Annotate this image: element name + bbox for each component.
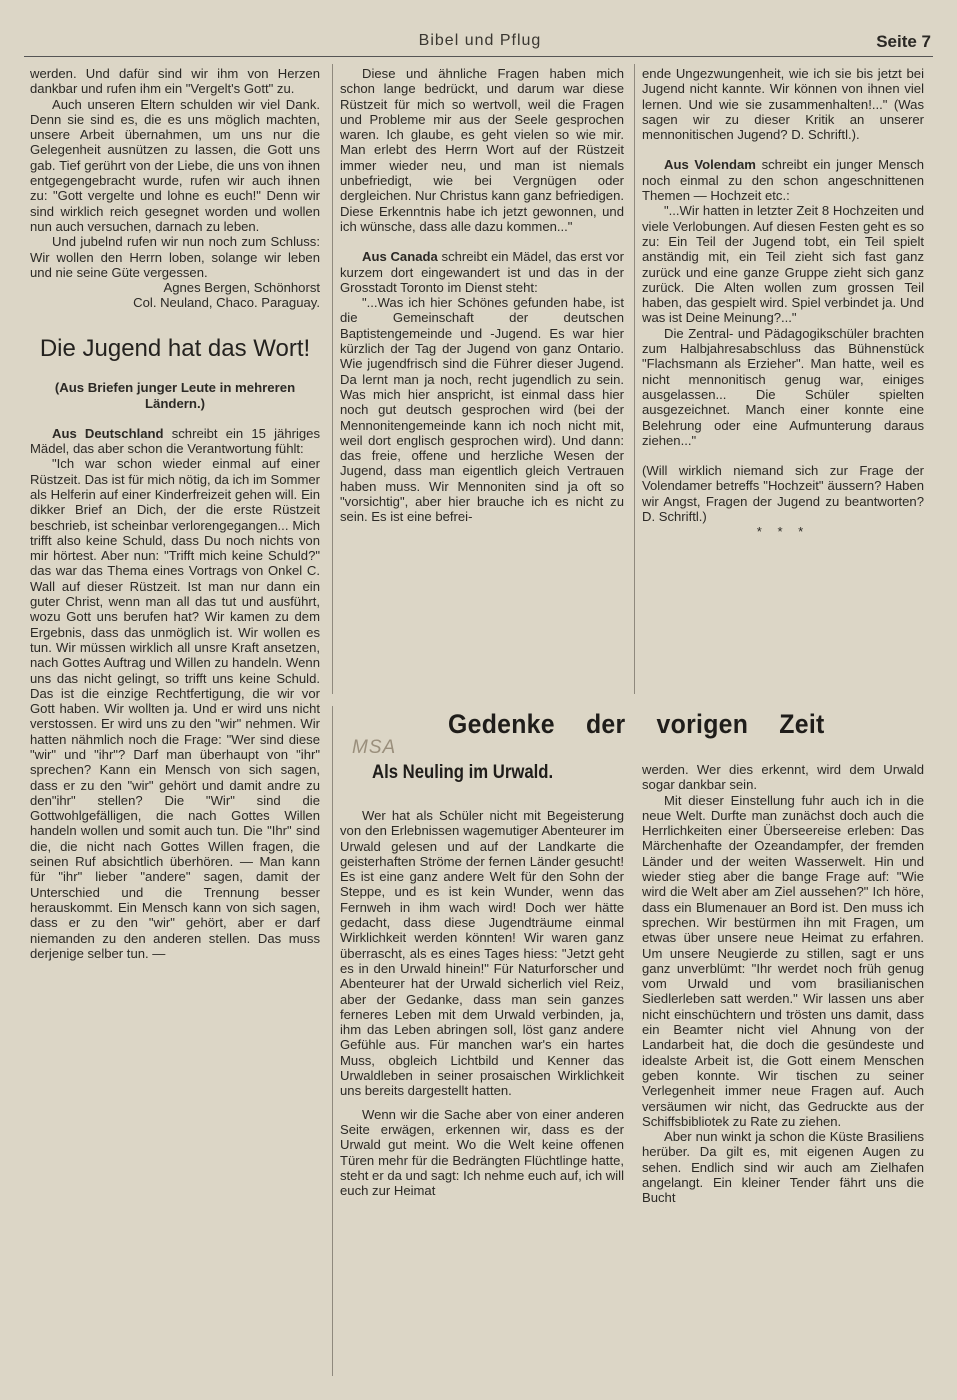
header-rule [24,56,933,57]
letter-origin: Aus Canada [362,249,438,265]
paragraph: Wer hat als Schüler nicht mit Begeisterung von den Erlebnissen wagemutiger Abenteurer im Urwald gelesen und auf der Landkarte die geisterhaften Ströme der fernen Länder gesucht! Es ist eine ganz andere Welt für den Sohn der Steppe, und es ist kein Wunder, wenn das Fernweh in ihm wach wird! Doch wer hätte gedacht, dass diese Jugendträume einmal Wirklichkeit werden könnten! Wir waren ganz überrascht, als es eines Tages hiess: "Jetzt geht es in den Urwald hinein!" Für Naturforscher und Abenteurer hat der Urwald sicherlich viel Reiz, aber der Gedanke, dass man sein ganzes ferneres Leben mit dem Urwald verbinden, ja, ihm das Leben abringen soll, löst ganz andere Gefühle aus. Für manchen war's ein hartes Muss, obgleich Lichtbild und Kenner das Urwaldleben in seiner prosaischen Wirklichkeit uns bereits dargestellt hatten. [340,808,624,1099]
page-number: Seite 7 [876,32,931,51]
article-title: Gedenke der vorigen Zeit [448,709,825,739]
letter-intro: schreibt ein junger Mensch noch einmal zu den schon angeschnittenen Themen — Hochzeit etc.: [642,157,924,204]
section-headline: Die Jugend hat das Wort! [39,334,311,362]
section-divider-stars: * * * [756,524,810,540]
paragraph: Auch unseren Eltern schulden wir viel Dank. Denn sie sind es, die es uns möglich machten, unsere Arbeit übernahmen, um uns nur die Gelegenheit ausnützen zu lassen, die Gott uns gab. Tief gerührt von der Liebe, die uns von ihnen entgegengebracht wurde, rufen wir auch ihnen zu: "Gott vergelte und lohne es euch!" Denn wir sind wirklich reich gesegnet worden und wollen nun auch versuchen, darnach zu leben. [30,96,320,234]
column-2 [340,66,624,525]
column-rule-1b [332,706,333,1376]
section-subhead: (Aus Briefen junger Leute in mehreren Ländern.) [54,379,296,411]
publication-title: Bibel und Pflug [418,32,542,49]
editor-note: (Will wirklich niemand sich zur Frage der Volendamer betreffs "Hochzeit" äussern? Haben wir Angst, Fragen der Jugend zu beantworten? D. Schriftl.) [642,463,924,525]
paragraph: werden. Wer dies erkennt, wird dem Urwald sogar dankbar sein. [642,762,924,793]
column-rule-1 [332,64,333,694]
library-stamp: MSA [352,737,397,758]
paragraph: ende Ungezwungenheit, wie ich sie bis jetzt bei Jugend nicht kannte. Wir können von ihnen viel lernen. Und wie sie zusammenhalten!..." (Was sagen wir zu dieser Kritik an unserer mennonitischen Jugend? D. Schriftl.). [642,66,924,143]
letter-origin: Aus Volendam [664,157,756,173]
paragraph: Wenn wir die Sache aber von einer anderen Seite erwägen, erkennen wir, dass es der Urwald gut meint. Wo die Welt keine offenen Türen mehr für die Bedrängten Flüchtlinge hatte, steht er da und sagt: Ich nehme euch auf, ich will euch zur Heimat [340,1106,624,1199]
paragraph: Die Zentral- und Pädagogikschüler brachten zum Halbjahresabschluss das Bühnenstück "Flachsmann als Erzieher". Man hatte, weil es nicht mennonitisch genug war, einiges ausgelassen... Die Schüler spielten ausgezeichnet. Manch einer konnte eine Belehrung oder eine Aufmunterung daraus ziehen..." [642,325,924,448]
signature-name: Agnes Bergen, Schönhorst [163,280,320,296]
letter-origin: Aus Deutschland [52,425,164,441]
letter-intro: schreibt ein 15 jähriges Mädel, das aber schon die Verantwortung fühlt: [30,425,321,457]
article-column-right [642,762,924,1206]
paragraph: Diese und ähnliche Fragen haben mich schon lange bedrückt, und darum war diese Rüstzeit für mich so wertvoll, weil die Fragen und Probleme mir aus der Seele gesprochen waren. Ich glaube, es geht vielen so wie mir. Man erlebt des Herrn Wort auf der Rüstzeit immer wieder neu, und man ist niemals unbefriedigt, wie bei Vergnügen oder dergleichen. Nur Christus kann ganz befriedigen. Diese Erkenntnis habe ich jetzt gewonnen, und ich wünsche, dass alle dazu kommen..." [340,66,624,234]
letter-text: "...Wir hatten in letzter Zeit 8 Hochzeiten und viele Verlobungen. Auf diesen Festen geht es so zu: Ein Teil der Jugend tobt, ein Teil spielt anständig mit, ein Teil zieht sich fast ganz zurück und eine ganze Gruppe zieht sich ganz zurück. Die Alten wollen zum grossen Teil haben, das gespielt wird. Spiel verbindet ja. Und was ist Deine Meinung?..." [642,203,924,326]
paragraph: werden. Und dafür sind wir ihm von Herzen dankbar und rufen ihm ein "Vergelt's Gott" zu. [30,66,320,97]
article-column-left [340,808,624,1198]
column-1 [30,66,320,961]
column-rule-2 [634,64,635,694]
paragraph: Mit dieser Einstellung fuhr auch ich in die neue Welt. Durfte man zunächst doch auch die Herrlichkeiten einer Überseereise erleben: Das Märchenhafte der Ozeandampfer, der fremden Länder und der weiten Wasserwelt. Hin und wieder stieg aber die bange Frage auf: "Wie wird die Welt aber am Ziel aussehen?" Ich höre, dass ein Blumenauer an Bord ist. Den muss ich sprechen. Wir bestürmen ihn mit Fragen, um etwas über unsere neue Heimat zu erfahren. Um unsere Neugierde zu stillen, sagt er uns ganz unverblümt: "Ihr werdet noch früh genug vom Urwald und vom brasilianischen Siedlerleben satt werden." Wir lassen uns aber nicht einschüchtern und trösten uns damit, dass ein Beamter nicht viel Ahnung von der Landarbeit hat, die doch die gesündeste und idealste Arbeit ist, die Gott einem Menschen geben konnte. Wir tischen zu seiner Verlegenheit immer neue Fragen auf. Auch versäumen wir nicht, das Gedruckte aus der Schiffsbibliotek zu Rate zu ziehen. [642,792,924,1129]
paragraph: Und jubelnd rufen wir nun noch zum Schluss: Wir wollen den Herrn loben, solange wir leben und nie seine Güte vergessen. [30,234,320,280]
letter-text: "...Was ich hier Schönes gefunden habe, ist die Gemeinschaft der deutschen Baptistengemeinde und -Jugend. Es war hier kürzlich der Tag der Jugend von ganz Ontario. Wie jugendfrisch sind die Führer dieser Jugend. Da lernt man ja noch, recht jugendlich zu sein. Was mich hier anspricht, ist einmal dass hier noch gut deutsch gesprochen wird (bei der Mennonitengemeinde kann ich noch nicht mit, weil dort englisch gesprochen wird). Und dann: das freie, offene und herzliche Wesen der Jugend, dass man eigentlich gleich Vertrauen haben muss. Wir Mennoniten sind ja oft so "vorsichtig", aber hier brauche ich es nicht zu sein. Es ist eine befrei- [340,295,624,525]
column-3 [642,66,924,540]
article-subtitle: Als Neuling im Urwald. [372,762,554,783]
paragraph: Aber nun winkt ja schon die Küste Brasiliens herüber. Da gilt es, mit eigenen Augen zu sehen. Endlich sind wir auch am Zielhafen angelangt. Ein kleiner Tender fährt uns die Bucht [642,1129,924,1206]
letter-intro: schreibt ein Mädel, das erst vor kurzem dort eingewandert ist und das in der Grosstadt Toronto im Dienst steht: [340,249,624,295]
letter-text: "Ich war schon wieder einmal auf einer Rüstzeit. Das ist für mich nötig, da ich im Sommer als Helferin auf einer Kinderfreizeit gehen will. Ein dikker Brief an Dich, der die erste Rüstzeit beschrieb, ist scheinbar verlorengegangen... Mich trifft also keine Schuld, dass Du noch nichts von mir hörtest. Aber nun: "Trifft mich keine Schuld?" das war das Thema eines Vortrags von Onkel C. Wall auf dieser Rüstzeit. Ist man nur dann ein guter Christ, wenn man all das tut und ausführt, wozu Gott uns berufen hat? Wir kamen zu dem Ergebnis, dass das unmöglich ist. Wir wollen es tun. Wir müssen wirklich all unsre Kraft ansetzen, nach Gottes Auftrag und Willen zu handeln. Wenn uns das nicht gelingt, so trifft uns keine Schuld. Das ist die einzige Rechtfertigung, die wir vor Gott haben. Wir wollten ja. Und er wird uns nicht verstossen. Er wird uns zu den "wir" nehmen. Wir hatten nähmlich noch die Frage: "Wer sind diese "wir" und "ihr"? Darf man überhaupt von "ihr" sprechen? Kann ein Mensch von sich sagen, dass er zu den "wir" gehört und damit andre zu den"ihr" stellen? Die "Wir" sind die Gottwohlgefälligen, die nach Gottes Willen handeln wollen und somit auch tun. Die "Ihr" sind die, die nicht nach Gottes Willen fragen, die seinen Ruf absichtlich überhören. — Man kann für "ihr" lieber "andere" sagen, damit der Unterschied und die Trennung besser herauskommt. Ein Mensch kann von sich sagen, dass er zu den "wir" gehört, aber er darf niemanden zu den anderen stellen. Das muss derjenige selber tun. — [30,456,320,961]
signature-place: Col. Neuland, Chaco. Paraguay. [133,295,320,311]
